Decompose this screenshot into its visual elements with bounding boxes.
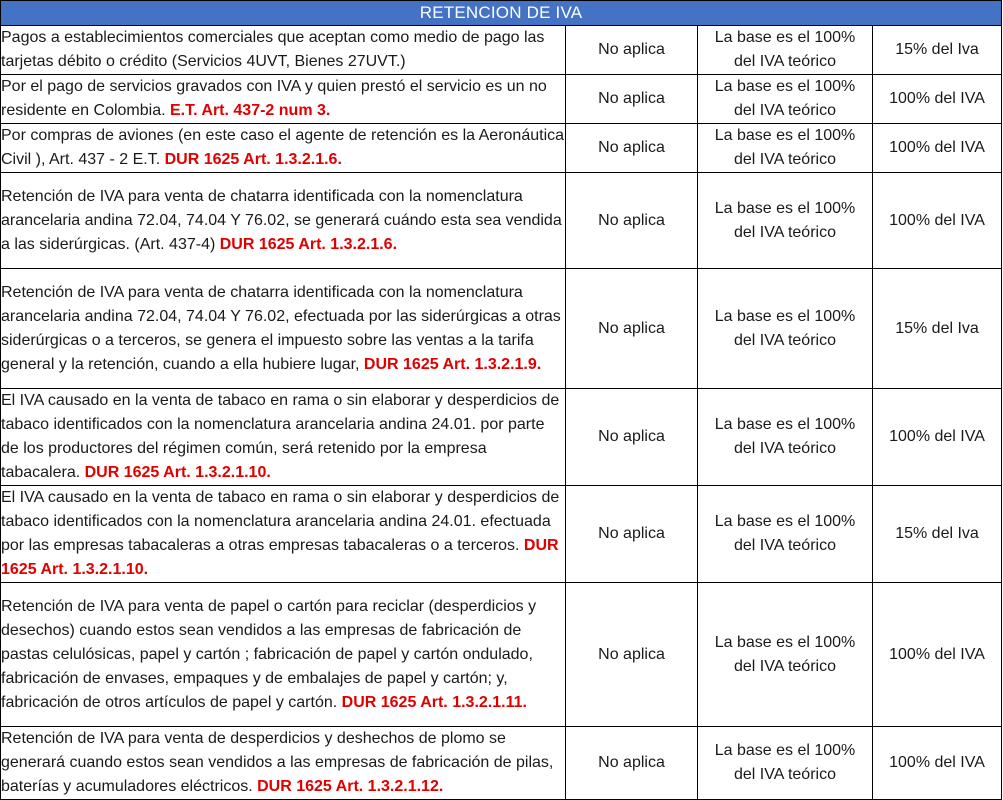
row-description	[1, 124, 566, 173]
base-line-1: La base es el 100%	[714, 127, 856, 144]
base-cell	[698, 269, 873, 389]
row-description	[1, 75, 566, 124]
legal-reference: DUR 1625 Art. 1.3.2.1.10.	[84, 464, 271, 481]
base-line-1: La base es el 100%	[714, 199, 856, 217]
applies-cell: No aplica	[566, 583, 698, 727]
rate-cell: 100% del IVA	[873, 727, 1002, 800]
rate-cell: 100% del IVA	[873, 173, 1002, 269]
description-text: El IVA causado en la venta de tabaco en rama o sin elaborar y desperdicios de tabaco identificados con la nomenclatura arancelaria andina 24.01. por parte de los productores del régimen común, será retenido por la empresa tabacalera.	[1, 392, 560, 481]
base-line-2: del IVA teórico	[734, 440, 836, 457]
base-cell	[698, 727, 873, 800]
description-text: Retención de IVA para venta de desperdicios y deshechos de plomo se generará cuando estos sean vendidos a las empresas de fabricación de pilas, baterías y acumuladores eléctricos.	[1, 730, 554, 795]
legal-reference: DUR 1625 Art. 1.3.2.1.12.	[257, 778, 444, 795]
table-row	[1, 26, 1002, 75]
table-row	[1, 269, 1002, 389]
legal-reference: DUR 1625 Art. 1.3.2.1.6.	[164, 151, 342, 168]
row-description	[1, 173, 566, 269]
base-line-2: del IVA teórico	[734, 53, 836, 70]
base-line-1: La base es el 100%	[714, 633, 856, 651]
rate-cell: 100% del IVA	[873, 75, 1002, 124]
applies-cell: No aplica	[566, 389, 698, 486]
rate-cell: 100% del IVA	[873, 124, 1002, 173]
description-text: Retención de IVA para venta de chatarra identificada con la nomenclatura arancelaria andina 72.04, 74.04 Y 76.02, efectuada por las siderúrgicas a otras siderúrgicas o a terceros, se genera el impuesto sobre las ventas a la tarifa general y la retención, cuando a ella hubiere lugar,	[1, 283, 561, 373]
table-title: RETENCION DE IVA	[1, 1, 1002, 26]
table-row	[1, 486, 1002, 583]
table-row	[1, 389, 1002, 486]
legal-reference: DUR 1625 Art. 1.3.2.1.10.	[1, 537, 559, 578]
rate-cell: 100% del IVA	[873, 583, 1002, 727]
rate-cell: 15% del Iva	[873, 486, 1002, 583]
base-cell	[698, 26, 873, 75]
applies-cell: No aplica	[566, 173, 698, 269]
row-description	[1, 26, 566, 75]
base-line-1: La base es el 100%	[714, 78, 856, 95]
base-cell	[698, 124, 873, 173]
table-row	[1, 124, 1002, 173]
base-line-2: del IVA teórico	[734, 657, 836, 675]
rate-cell: 15% del Iva	[873, 26, 1002, 75]
base-cell	[698, 75, 873, 124]
table-row	[1, 583, 1002, 727]
table-header-row	[1, 1, 1002, 26]
base-line-2: del IVA teórico	[734, 151, 836, 168]
rate-cell: 100% del IVA	[873, 389, 1002, 486]
row-description	[1, 727, 566, 800]
base-line-1: La base es el 100%	[714, 29, 856, 46]
base-line-1: La base es el 100%	[714, 513, 856, 530]
base-line-2: del IVA teórico	[734, 766, 836, 783]
description-text: El IVA causado en la venta de tabaco en rama o sin elaborar y desperdicios de tabaco identificados con la nomenclatura arancelaria andina 24.01. efectuada por las empresas tabacaleras a otras empresas tabacaleras o a terceros.	[1, 489, 560, 554]
row-description	[1, 269, 566, 389]
row-description	[1, 389, 566, 486]
base-line-1: La base es el 100%	[714, 742, 856, 759]
legal-reference: E.T. Art. 437-2 num 3.	[169, 102, 331, 119]
base-cell	[698, 389, 873, 486]
rate-cell: 15% del Iva	[873, 269, 1002, 389]
base-line-2: del IVA teórico	[734, 102, 836, 119]
description-text: Retención de IVA para venta de chatarra identificada con la nomenclatura arancelaria andina 72.04, 74.04 Y 76.02, se generará cuándo esta sea vendida a las siderúrgicas. (Art. 437-4)	[1, 187, 562, 253]
applies-cell: No aplica	[566, 124, 698, 173]
base-line-1: La base es el 100%	[714, 416, 856, 433]
legal-reference: DUR 1625 Art. 1.3.2.1.6.	[219, 235, 398, 253]
table-row	[1, 727, 1002, 800]
base-cell	[698, 173, 873, 269]
legal-reference: DUR 1625 Art. 1.3.2.1.11.	[341, 693, 527, 711]
base-line-2: del IVA teórico	[734, 331, 836, 349]
description-text: Retención de IVA para venta de papel o cartón para reciclar (desperdicios y desechos) cuando estos sean vendidos a las empresas de fabricación de pastas celulósicas, papel y cartón ; fabricación de papel y cartón ondulado, fabricación de envases, empaques y de embalajes de papel y cartón; y, fabricación de otros artículos de papel y cartón.	[1, 597, 537, 711]
applies-cell: No aplica	[566, 269, 698, 389]
legal-reference: DUR 1625 Art. 1.3.2.1.9.	[363, 355, 542, 373]
description-text: Pagos a establecimientos comerciales que aceptan como medio de pago las tarjetas débito o crédito (Servicios 4UVT, Bienes 27UVT.)	[1, 29, 545, 70]
row-description	[1, 486, 566, 583]
description-text: Por el pago de servicios gravados con IVA y quien prestó el servicio es un no residente en Colombia.	[1, 78, 547, 119]
base-line-2: del IVA teórico	[734, 223, 836, 241]
table-row	[1, 75, 1002, 124]
applies-cell: No aplica	[566, 26, 698, 75]
row-description	[1, 583, 566, 727]
base-line-2: del IVA teórico	[734, 537, 836, 554]
base-line-1: La base es el 100%	[714, 307, 856, 325]
applies-cell: No aplica	[566, 727, 698, 800]
applies-cell: No aplica	[566, 75, 698, 124]
base-cell	[698, 583, 873, 727]
description-text: Por compras de aviones (en este caso el agente de retención es la Aeronáutica Civil ), Art. 437 - 2 E.T.	[1, 127, 565, 168]
base-cell	[698, 486, 873, 583]
applies-cell: No aplica	[566, 486, 698, 583]
table-row	[1, 173, 1002, 269]
